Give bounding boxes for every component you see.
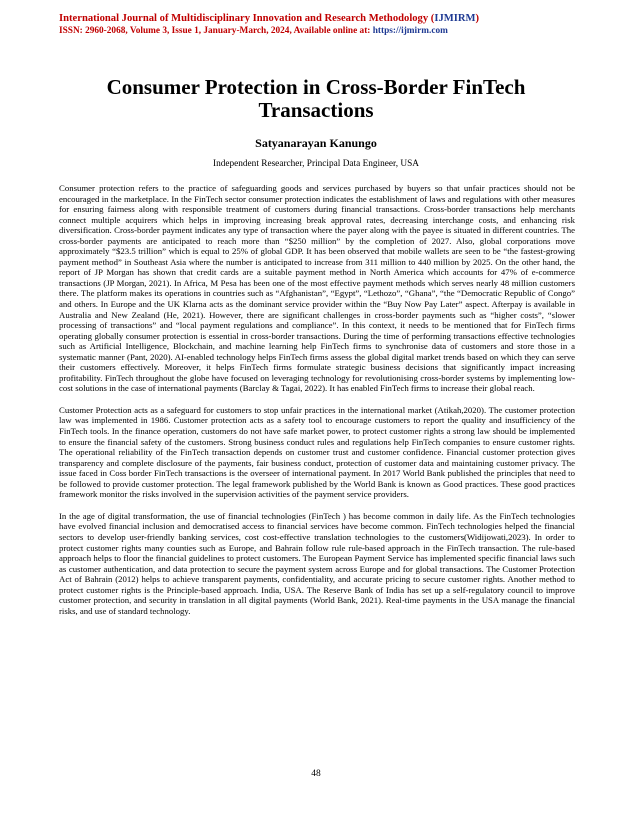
author-affiliation: Independent Researcher, Principal Data Engineer, USA xyxy=(212,159,420,169)
journal-name xyxy=(59,12,599,25)
author-name: Satyanarayan Kanungo xyxy=(255,136,377,150)
journal-info xyxy=(59,25,599,37)
journal-name-close: ) xyxy=(475,13,480,24)
journal-name-text: International Journal of Multidisciplinary Innovation and Research Methodology ( xyxy=(59,13,435,24)
journal-url-link[interactable]: https://ijmirm.com xyxy=(372,26,448,36)
paragraph-2: Customer Protection acts as a safeguard for customers to stop unfair practices in the international market (Atikah,2020). The customer protection law was implemented in 1986. Customer protection acts as a safety tool to encourage customers to report the quality and insufficiency of the FinTech tools. In the finance operation, customers do not have safe market power, to protect customer rights a strong law should be implemented to ensure the financial safety of the customers. Strong business conduct rules and regulations help FinTech companies to ensure customer rights. The operational reliability of the FinTech transaction depends on customer trust and customer confidence. Financial customer protection gives transparency and complete disclosure of the payments, fair business conduct, protection of customer data and maintaining customer privacy. The issue faced in Coss border FinTech transactions is the overseer of international payment. In 2017 World Bank published the principles that need to be followed to provide customer protection. The legal framework published by the World Bank is known as Good practices. These good practices framework monitor the risks involved in the supervision activities of the payment service providers. xyxy=(59,404,575,500)
paper-title: Consumer Protection in Cross-Border FinTech Transactions xyxy=(106,75,526,122)
journal-abbreviation: IJMIRM xyxy=(434,13,476,24)
page-number: 48 xyxy=(311,769,321,779)
paragraph-3: In the age of digital transformation, the use of financial technologies (FinTech ) has become common in daily life. As the FinTech technologies have evolved financial inclusion and democratised access to financial services have become common. FinTech technologies helped the financial sectors to develop user-friendly banking services, cost cost-effective translation technologies to the customers(Widijowati,2023). In order to protect customer rights many counties such as Europe, and Bahrain follow rule rule-based approach in the FinTech transaction. The rule-based approach helps to floor the financial guidelines to protect customers. The European Payment Service has implemented specific financial laws such as customer authentication, and data protection to secure the payment system across Europe and for global transactions. The Customer Protection Act of Bahrain (2012) helps to achieve transparent payments, confidentiality, and accurate pricing to secure customer rights. Another method to protect customer rights is the Principle-based approach. India, USA. The Reserve Bank of India has set up a self-regulatory council to improve customer protection, and security in translation in all digital payments (World Bank, 2021). Real-time payments in the USA manage the financial risks, and use of standard technology. xyxy=(59,510,575,616)
journal-issn-volume: ISSN: 2960-2068, Volume 3, Issue 1, January-March, 2024, Available online at: xyxy=(59,26,373,36)
body-text xyxy=(59,183,575,627)
paragraph-1: Consumer protection refers to the practice of safeguarding goods and services purchased by buyers so that unfair practices should not be encouraged in the marketplace. In the FinTech sector consumer protection indicates the establishment of laws and regulations with other measures for ensuring fairness along with responsible treatment of customers during financial transactions. Cross-border transactions help merchants connect multiple acquirers which helps in improving increasing break approval rates, decreasing interchange costs, and enhancing risk diversification. Cross-border payment indicates any type of transaction where the payer along with the payee is situated in different countries. The cross-border payments are anticipated to reach more than “$250 million” by the completion of 2027. Also, global corporations move approximately “$23.5 trillion” which is equal to 25% of global GDP. It has been observed that mobile wallets are seen to be “the fastest-growing payment method” in Southeast Asia where the number is anticipated to increase from 311 million to 440 million by 2025. On the other hand, the report of JP Morgan has shown that credit cards are a suitable payment method in North America which accounts for 47% of e-commerce transactions (JP Morgan, 2021). In Africa, M Pesa has been one of the most effective payment methods which serves nearly 48 million customers there. The platform makes its operations in countries such as “Afghanistan”, “Egypt”, “Lethozo”, “Ghana”, “the “Democratic Republic of Congo” and others. In Europe and the UK Klarna acts as the dominant service provider within the “Buy Now Pay Later” aspect. Afterpay is available in Australia and New Zealand (He, 2021). However, there are significant challenges in cross-border payments such as “higher costs”, “slower processing of transactions” and “local payment regulations and compliance”. In this context, it needs to be mentioned that for FinTech firms operating globally consumer protection is essential in cross-border transactions. During the time of performing transactions effective technologies such as Artificial Intelligence, Blockchain, and machine learning help FinTech firms to synchronise data of customers and store those in a systematic manner (Pant, 2020). AI-enabled technology helps FinTech firms assess the global digital market trends based on which they can serve their customers effectively. Moreover, it helps FinTech firms formulate strategic business decisions that significantly impact increasing profitability. FinTech throughout the globe have focused on leveraging technology for revolutionising cross-border systems by implementing low-cost solutions in the case of international payments (Barclay & Tagai, 2022). It has enabled FinTech firms to increase their global reach. xyxy=(59,183,575,394)
